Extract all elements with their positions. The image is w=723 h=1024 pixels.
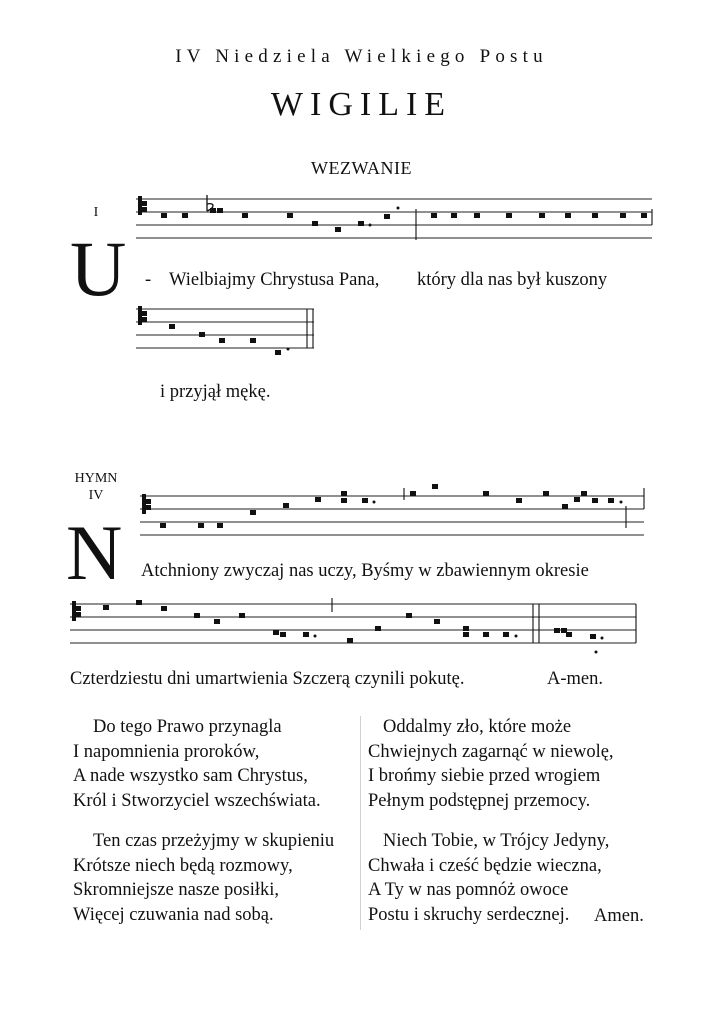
stanza-line: A nade wszystko sam Chrystus, bbox=[73, 766, 308, 786]
stanza-line: Chwiejnych zagarnąć w niewolę, bbox=[368, 741, 614, 762]
final-bar bbox=[307, 309, 313, 348]
initial-letter-hymn: N bbox=[66, 509, 123, 596]
lyric-dash: - bbox=[145, 270, 152, 290]
lyric-invitatory-1a: Wielbiajmy Chrystusa Pana, bbox=[169, 270, 380, 290]
mode-number-hymn: IV bbox=[88, 488, 104, 503]
lyric-amen-sung: A-men. bbox=[547, 669, 603, 689]
neumes bbox=[161, 207, 647, 233]
staff-lines bbox=[140, 496, 644, 535]
stanza bbox=[368, 829, 614, 927]
staff-hymn-2 bbox=[70, 598, 640, 660]
lyric-hymn-2: Czterdziestu dni umartwienia Szczerą czynili pokutę. bbox=[70, 669, 465, 689]
hymn-label-text: HYMN bbox=[74, 471, 118, 486]
neumes bbox=[160, 484, 623, 528]
initial-letter-invitatory: U bbox=[70, 225, 127, 312]
stanza-column-right bbox=[368, 715, 614, 927]
column-divider bbox=[360, 716, 361, 930]
stanza-line: Postu i skruchy serdecznej. bbox=[368, 904, 570, 925]
page-subtitle: IV Niedziela Wielkiego Postu bbox=[175, 46, 548, 67]
stanza-line: I napomnienia proroków, bbox=[73, 741, 260, 762]
mode-number-invitatory: I bbox=[93, 205, 99, 220]
neumes bbox=[103, 600, 604, 654]
staff-invitatory-1 bbox=[136, 195, 654, 247]
stanza bbox=[73, 829, 334, 927]
amen-final: Amen. bbox=[594, 906, 644, 926]
lyric-hymn-1: Atchniony zwyczaj nas uczy, Byśmy w zbawiennym okresie bbox=[141, 561, 589, 581]
lyric-invitatory-1b: który dla nas był kuszony bbox=[417, 270, 608, 290]
page-title: WIGILIE bbox=[270, 86, 453, 123]
stanza bbox=[368, 715, 614, 813]
stanza-line: Niech Tobie, w Trójcy Jedyny, bbox=[383, 831, 610, 851]
neumes bbox=[169, 324, 290, 355]
staff-invitatory-2 bbox=[136, 305, 320, 365]
stanza-line: Krótsze niech będą rozmowy, bbox=[73, 855, 293, 876]
staff-lines bbox=[70, 604, 636, 643]
staff-hymn-1 bbox=[140, 478, 648, 540]
stanza-line: Ten czas przeżyjmy w skupieniu bbox=[93, 831, 335, 851]
stanza-column-left bbox=[73, 715, 334, 927]
stanza-line: Pełnym podstępnej przemocy. bbox=[368, 790, 591, 811]
stanza-line: Oddalmy zło, które może bbox=[383, 717, 572, 737]
section-label-invitatory: WEZWANIE bbox=[311, 158, 412, 178]
stanza-line: Do tego Prawo przynagla bbox=[93, 717, 282, 737]
stanza-line: Chwała i cześć będzie wieczna, bbox=[368, 855, 602, 876]
clef-icon bbox=[142, 494, 151, 514]
lyric-invitatory-2: i przyjął mękę. bbox=[160, 382, 271, 402]
stanza-line: Skromniejsze nasze posiłki, bbox=[73, 880, 280, 900]
stanza-line: Więcej czuwania nad sobą. bbox=[73, 904, 274, 925]
stanza-line: I brońmy siebie przed wrogiem bbox=[368, 766, 601, 786]
hymn-label bbox=[68, 470, 124, 504]
stanza-line: Król i Stworzyciel wszechświata. bbox=[73, 790, 321, 811]
stanza-line: A Ty w nas pomnóż owoce bbox=[368, 880, 569, 900]
stanza bbox=[73, 715, 334, 813]
